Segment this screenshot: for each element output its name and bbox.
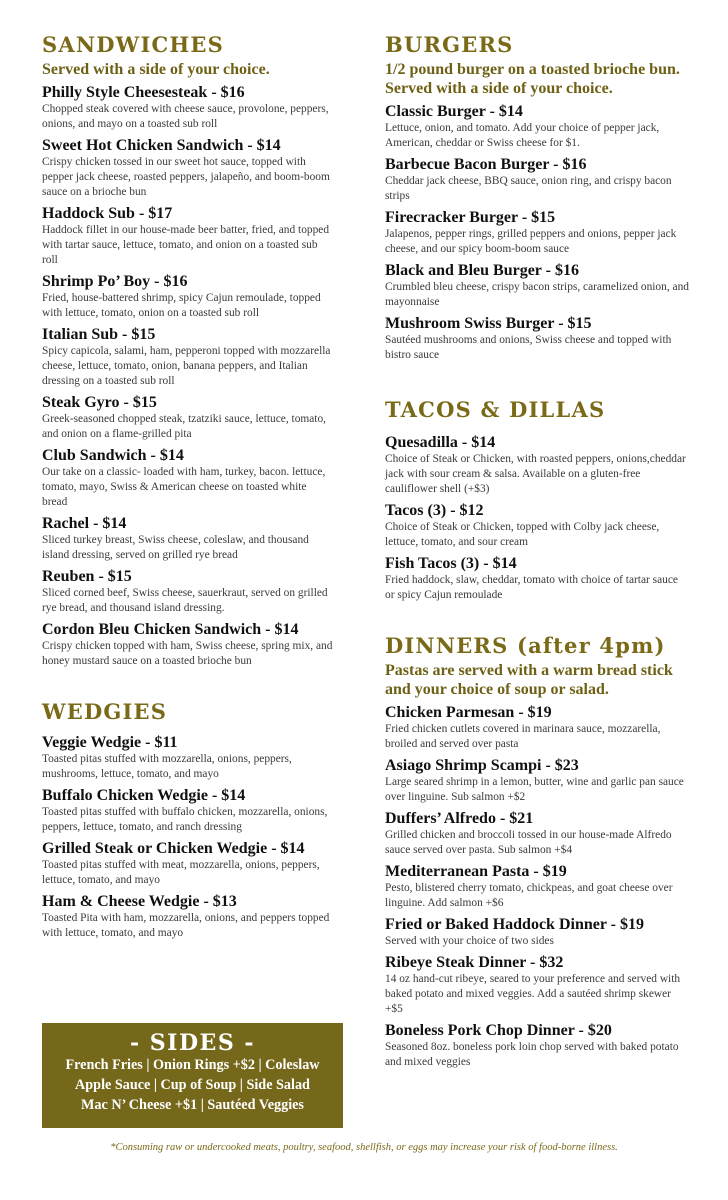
menu-item-description: Fried chicken cutlets covered in marinara sauce, mozzarella, broiled and served over pasta xyxy=(385,723,661,750)
sides-title: - SIDES - xyxy=(130,1030,255,1056)
menu-item-name: Fried or Baked Haddock Dinner - $19 xyxy=(385,916,644,933)
menu-item-description: Toasted pitas stuffed with buffalo chicken, mozzarella, onions, peppers, lettuce, tomato, and ranch dressing xyxy=(42,806,328,833)
menu-item xyxy=(42,325,334,389)
menu-item-name: Asiago Shrimp Scampi - $23 xyxy=(385,757,579,774)
menu-item-name: Buffalo Chicken Wedgie - $14 xyxy=(42,787,246,804)
menu-item-name: Sweet Hot Chicken Sandwich - $14 xyxy=(42,137,281,154)
menu-item xyxy=(385,501,690,550)
menu-item xyxy=(385,261,690,310)
menu-item-name: Duffers’ Alfredo - $21 xyxy=(385,810,534,827)
menu-item xyxy=(385,862,690,911)
menu-item xyxy=(42,393,334,442)
menu-item-description: Our take on a classic- loaded with ham, turkey, bacon. lettuce, tomato, mayo, Swiss & American cheese on toasted white bread xyxy=(42,466,326,508)
menu-item-description: Toasted Pita with ham, mozzarella, onions, and peppers topped with lettuce, tomato, and mayo xyxy=(42,912,330,939)
burgers-subtitle: 1/2 pound burger on a toasted brioche bun. Served with a side of your choice. xyxy=(385,61,680,97)
menu-item-description: Spicy capicola, salami, ham, pepperoni topped with mozzarella cheese, lettuce, tomato, onion, banana peppers, and Italian dressing on a toasted sub roll xyxy=(42,345,331,387)
menu-item-description: Sautéed mushrooms and onions, Swiss cheese and topped with bistro sauce xyxy=(385,334,672,361)
menu-item-description: Choice of Steak or Chicken, topped with Colby jack cheese, lettuce, tomato, and sour cream xyxy=(385,521,660,548)
menu-item-description: Fried, house-battered shrimp, spicy Cajun remoulade, topped with lettuce, tomato, onion on a toasted sub roll xyxy=(42,292,321,319)
menu-item xyxy=(42,136,334,200)
menu-item xyxy=(385,756,690,805)
tacos-heading: TACOS & DILLAS xyxy=(385,397,606,422)
menu-item xyxy=(385,809,690,858)
menu-item xyxy=(385,314,690,363)
wedgies-list xyxy=(42,733,334,941)
menu-item xyxy=(385,155,690,204)
tacos-list xyxy=(385,433,690,603)
menu-item-description: Sliced turkey breast, Swiss cheese, coleslaw, and thousand island dressing, served on grilled rye bread xyxy=(42,534,309,561)
menu-item-name: Ribeye Steak Dinner - $32 xyxy=(385,954,564,971)
menu-item xyxy=(42,272,334,321)
menu-item-name: Rachel - $14 xyxy=(42,515,127,532)
menu-item-description: 14 oz hand-cut ribeye, seared to your preference and served with baked potato and mixed veggies. Add a sautéed shrimp skewer +$5 xyxy=(385,973,681,1015)
menu-item xyxy=(42,567,334,616)
menu-item-name: Veggie Wedgie - $11 xyxy=(42,734,178,751)
menu-item-name: Italian Sub - $15 xyxy=(42,326,156,343)
menu-item-description: Large seared shrimp in a lemon, butter, wine and garlic pan sauce over linguine. Sub salmon +$2 xyxy=(385,776,684,803)
menu-item-description: Seasoned 8oz. boneless pork loin chop served with baked potato and mixed veggies xyxy=(385,1041,679,1068)
menu-item-name: Shrimp Po’ Boy - $16 xyxy=(42,273,188,290)
wedgies-heading: WEDGIES xyxy=(42,699,168,724)
sides-line: French Fries | Onion Rings +$2 | Coleslaw xyxy=(65,1057,320,1073)
menu-item-name: Barbecue Bacon Burger - $16 xyxy=(385,156,587,173)
menu-item-description: Jalapenos, pepper rings, grilled peppers and onions, pepper jack cheese, and our spicy boom-boom sauce xyxy=(385,228,677,255)
menu-item-name: Chicken Parmesan - $19 xyxy=(385,704,552,721)
menu-item-name: Tacos (3) - $12 xyxy=(385,502,484,519)
sides-line: Mac N’ Cheese +$1 | Sautéed Veggies xyxy=(81,1097,304,1113)
menu-item xyxy=(42,83,334,132)
menu-item-description: Toasted pitas stuffed with mozzarella, onions, peppers, mushrooms, lettuce, tomato, and mayo xyxy=(42,753,292,780)
menu-item-description: Haddock fillet in our house-made beer batter, fried, and topped with tartar sauce, lettuce, tomato, and onion on a toasted sub roll xyxy=(42,224,330,266)
menu-item-description: Crispy chicken topped with ham, Swiss cheese, spring mix, and honey mustard sauce on a toasted brioche bun xyxy=(42,640,333,667)
sides-box xyxy=(42,1023,343,1128)
food-safety-disclaimer: *Consuming raw or undercooked meats, poultry, seafood, shellfish, or eggs may increase your risk of food-borne illness. xyxy=(110,1142,618,1153)
dinners-heading: DINNERS (after 4pm) xyxy=(385,633,666,658)
menu-item-description: Greek-seasoned chopped steak, tzatziki sauce, lettuce, tomato, and onion on a flame-grilled pita xyxy=(42,413,327,440)
menu-item-name: Grilled Steak or Chicken Wedgie - $14 xyxy=(42,840,305,857)
menu-item-name: Firecracker Burger - $15 xyxy=(385,209,556,226)
sandwiches-list xyxy=(42,83,334,669)
menu-item-name: Reuben - $15 xyxy=(42,568,132,585)
sides-line: Apple Sauce | Cup of Soup | Side Salad xyxy=(75,1077,310,1093)
menu-item-description: Cheddar jack cheese, BBQ sauce, onion ring, and crispy bacon strips xyxy=(385,175,672,202)
menu-item xyxy=(385,208,690,257)
menu-item-description: Fried haddock, slaw, cheddar, tomato with choice of tartar sauce or spicy Cajun remoulade xyxy=(385,574,678,601)
right-column xyxy=(385,32,690,1070)
dinners-list xyxy=(385,703,690,1070)
menu-item xyxy=(385,1021,690,1070)
menu-item-name: Philly Style Cheesesteak - $16 xyxy=(42,84,245,101)
menu-item xyxy=(385,703,690,752)
menu-item xyxy=(385,915,690,949)
menu-item xyxy=(42,733,334,782)
burgers-heading: BURGERS xyxy=(385,32,514,57)
menu-item-name: Black and Bleu Burger - $16 xyxy=(385,262,579,279)
menu-item xyxy=(42,786,334,835)
menu-item-description: Chopped steak covered with cheese sauce, provolone, peppers, onions, and mayo on a toasted sub roll xyxy=(42,103,329,130)
menu-item-description: Choice of Steak or Chicken, with roasted peppers, onions,cheddar jack with sour cream & salsa. Available on a gluten-free cauliflower shell (+$3) xyxy=(385,453,686,495)
menu-item-name: Cordon Bleu Chicken Sandwich - $14 xyxy=(42,621,299,638)
menu-item-name: Steak Gyro - $15 xyxy=(42,394,157,411)
menu-item xyxy=(42,514,334,563)
menu-item-description: Lettuce, onion, and tomato. Add your choice of pepper jack, American, cheddar or Swiss cheese for $1. xyxy=(385,122,660,149)
menu-item-name: Ham & Cheese Wedgie - $13 xyxy=(42,893,237,910)
menu-item-description: Toasted pitas stuffed with meat, mozzarella, onions, peppers, lettuce, tomato, and mayo xyxy=(42,859,320,886)
menu-item-description: Grilled chicken and broccoli tossed in our house-made Alfredo sauce served over pasta. Sub salmon +$4 xyxy=(385,829,672,856)
menu-item-description: Pesto, blistered cherry tomato, chickpeas, and goat cheese over linguine. Add salmon +$6 xyxy=(385,882,673,909)
menu-item xyxy=(42,892,334,941)
menu-item xyxy=(42,204,334,268)
dinners-subtitle: Pastas are served with a warm bread stick and your choice of soup or salad. xyxy=(385,662,673,698)
menu-item-name: Quesadilla - $14 xyxy=(385,434,496,451)
menu-item-name: Fish Tacos (3) - $14 xyxy=(385,555,517,572)
menu-item xyxy=(385,102,690,151)
menu-item xyxy=(385,433,690,497)
menu-item-name: Mushroom Swiss Burger - $15 xyxy=(385,315,592,332)
menu-item xyxy=(42,839,334,888)
menu-item-description: Crispy chicken tossed in our sweet hot sauce, topped with pepper jack cheese, roasted peppers, jalapeño, and boom-boom sauce on a brioche bun xyxy=(42,156,330,198)
menu-item xyxy=(42,620,334,669)
left-column xyxy=(42,32,334,941)
sandwiches-heading: SANDWICHES xyxy=(42,32,224,57)
menu-item-name: Mediterranean Pasta - $19 xyxy=(385,863,567,880)
menu-item-name: Boneless Pork Chop Dinner - $20 xyxy=(385,1022,612,1039)
burgers-list xyxy=(385,102,690,363)
menu-item xyxy=(385,953,690,1017)
menu-item-description: Crumbled bleu cheese, crispy bacon strips, caramelized onion, and mayonnaise xyxy=(385,281,689,308)
menu-item-name: Classic Burger - $14 xyxy=(385,103,523,120)
menu-item-description: Served with your choice of two sides xyxy=(385,935,554,947)
menu-item xyxy=(42,446,334,510)
menu-item-name: Club Sandwich - $14 xyxy=(42,447,184,464)
sandwiches-subtitle: Served with a side of your choice. xyxy=(42,61,270,78)
menu-item-description: Sliced corned beef, Swiss cheese, sauerkraut, served on grilled rye bread, and thousand island dressing. xyxy=(42,587,328,614)
menu-item xyxy=(385,554,690,603)
menu-item-name: Haddock Sub - $17 xyxy=(42,205,173,222)
